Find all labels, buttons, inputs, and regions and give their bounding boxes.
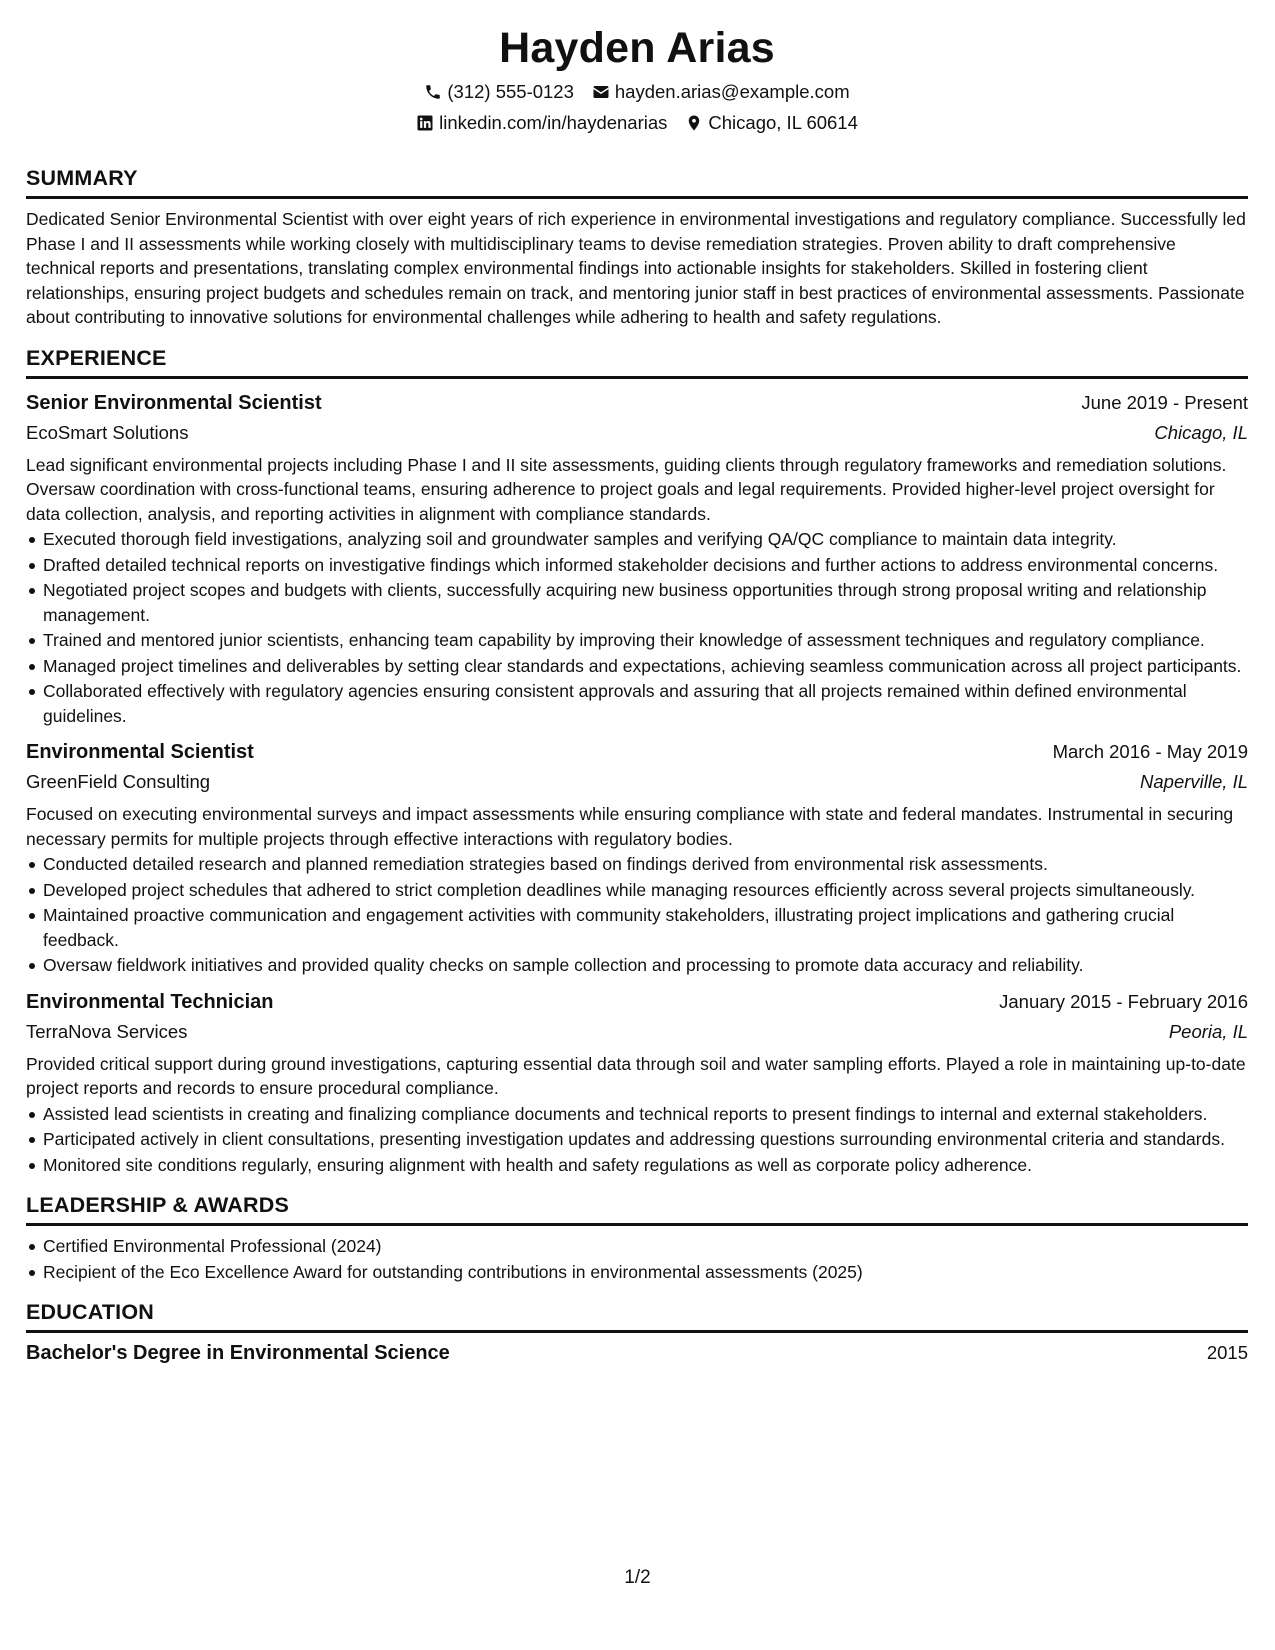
education-row	[26, 1339, 1248, 1367]
candidate-name: Hayden Arias	[499, 24, 775, 72]
job-location: Peoria, IL	[1168, 1020, 1248, 1042]
education-section	[26, 1298, 1248, 1367]
contact-email[interactable]	[592, 79, 850, 105]
contact-phone	[424, 79, 574, 105]
job-location: Naperville, IL	[1140, 771, 1248, 792]
job-title-row	[26, 389, 1248, 417]
contact-linkedin[interactable]	[416, 110, 667, 136]
contact-line-2	[26, 110, 1248, 136]
location-text: Chicago, IL 60614	[708, 112, 858, 133]
job-bullet: Oversaw fieldwork initiatives and provided quality checks on sample collection and processing to promote data accuracy and reliability.	[26, 953, 1248, 978]
job-dates: March 2016 - May 2019	[1052, 741, 1248, 762]
job-title: Environmental Scientist	[26, 741, 254, 763]
job-bullet: Assisted lead scientists in creating and finalizing compliance documents and technical reports to present findings to internal and external stakeholders.	[26, 1102, 1248, 1127]
job-entry	[26, 738, 1248, 978]
job-bullet: Collaborated effectively with regulatory agencies ensuring consistent approvals and assuring that all projects remained within defined environmental guidelines.	[26, 679, 1248, 728]
job-bullet: Conducted detailed research and planned remediation strategies based on findings derived from environmental risk assessments.	[26, 852, 1248, 877]
job-location: Chicago, IL	[1154, 421, 1248, 443]
job-bullet: Trained and mentored junior scientists, enhancing team capability by improving their knowledge of assessment techniques and regulatory compliance.	[26, 628, 1248, 653]
contact-location	[685, 110, 857, 136]
linkedin-url: linkedin.com/in/haydenarias	[439, 112, 668, 133]
job-bullet: Monitored site conditions regularly, ensuring alignment with health and safety regulations as well as corporate policy adherence.	[26, 1153, 1248, 1178]
education-heading: EDUCATION	[26, 1298, 1248, 1333]
resume-content	[26, 20, 1248, 1367]
contact-line-1	[26, 79, 1248, 105]
job-title-row	[26, 738, 1248, 766]
job-title: Senior Environmental Scientist	[26, 391, 322, 414]
email-address: hayden.arias@example.com	[614, 81, 850, 102]
job-dates: January 2015 - February 2016	[999, 990, 1248, 1012]
summary-heading: SUMMARY	[26, 164, 1248, 199]
phone-icon	[424, 83, 442, 101]
job-description: Focused on executing environmental surveys and impact assessments while ensuring compliance with state and federal mandates. Instrumental in securing necessary permits for multiple projects through effective interactions with regulatory bodies.	[26, 804, 1234, 849]
job-title: Environmental Technician	[26, 990, 274, 1013]
job-dates: June 2019 - Present	[1081, 391, 1248, 413]
job-bullet: Developed project schedules that adhered to strict completion deadlines while managing resources efficiently across several projects simultaneously.	[26, 878, 1248, 903]
awards-list	[26, 1234, 1248, 1284]
job-entry	[26, 389, 1248, 729]
degree-title: Bachelor's Degree in Environmental Science	[26, 1342, 450, 1364]
job-company-row	[26, 766, 1248, 796]
map-marker-icon	[685, 114, 703, 132]
job-bullet: Negotiated project scopes and budgets with clients, successfully acquiring new business opportunities through strong proposal writing and relationship management.	[26, 578, 1248, 627]
envelope-icon	[592, 83, 610, 101]
degree-year: 2015	[1206, 1342, 1248, 1363]
job-company: TerraNova Services	[26, 1020, 188, 1042]
job-company: GreenField Consulting	[26, 771, 211, 792]
experience-section	[26, 344, 1248, 1178]
job-entry	[26, 988, 1248, 1178]
award-item: Recipient of the Eco Excellence Award for outstanding contributions in environmental assessments (2025)	[26, 1260, 1248, 1285]
job-bullet: Maintained proactive communication and engagement activities with community stakeholders, illustrating project implications and gathering crucial feedback.	[26, 903, 1248, 952]
job-company: EcoSmart Solutions	[26, 421, 189, 443]
awards-heading: LEADERSHIP & AWARDS	[26, 1191, 1248, 1226]
job-description: Provided critical support during ground investigations, capturing essential data through soil and water sampling efforts. Played a role in maintaining up-to-date project reports and records to ensure procedural compliance.	[26, 1053, 1246, 1098]
job-bullet: Managed project timelines and deliverables by setting clear standards and expectations, achieving seamless communication across all project participants.	[26, 654, 1248, 679]
awards-section	[26, 1191, 1248, 1284]
linkedin-icon	[416, 114, 434, 132]
job-description: Lead significant environmental projects including Phase I and II site assessments, guiding clients through regulatory frameworks and remediation solutions. Oversaw coordination with cross-functional teams, ensuring adherence to project goals and legal requirements. Provided higher-level project oversight for data collection, analysis, and reporting activities in alignment with compliance standards.	[26, 454, 1227, 524]
award-item: Certified Environmental Professional (2024)	[26, 1234, 1248, 1259]
job-bullets	[26, 852, 1248, 978]
page-number: 1/2	[624, 1567, 651, 1588]
job-company-row	[26, 1016, 1248, 1046]
job-bullets	[26, 527, 1248, 728]
summary-text: Dedicated Senior Environmental Scientist with over eight years of rich experience in environmental investigations and regulatory compliance. Successfully led Phase I and II assessments while working closely with multidisciplinary teams to devise remediation strategies. Proven ability to draft comprehensive technical reports and presentations, translating complex environmental findings into actionable insights for stakeholders. Skilled in fostering client relationships, ensuring project budgets and schedules remain on track, and mentoring junior staff in best practices of environmental assessments. Passionate about contributing to innovative solutions for environmental challenges while adhering to health and safety regulations.	[26, 209, 1246, 327]
summary-section	[26, 164, 1248, 330]
phone-number: (312) 555-0123	[447, 81, 574, 102]
experience-heading: EXPERIENCE	[26, 344, 1248, 379]
job-title-row	[26, 988, 1248, 1016]
job-bullet: Drafted detailed technical reports on investigative findings which informed stakeholder decisions and further actions to address environmental concerns.	[26, 553, 1248, 578]
job-bullet: Executed thorough field investigations, analyzing soil and groundwater samples and verifying QA/QC compliance to maintain data integrity.	[26, 527, 1248, 552]
job-bullets	[26, 1102, 1248, 1178]
job-bullet: Participated actively in client consultations, presenting investigation updates and addressing questions surrounding environmental criteria and standards.	[26, 1127, 1248, 1152]
job-company-row	[26, 417, 1248, 447]
resume-header	[26, 20, 1248, 136]
